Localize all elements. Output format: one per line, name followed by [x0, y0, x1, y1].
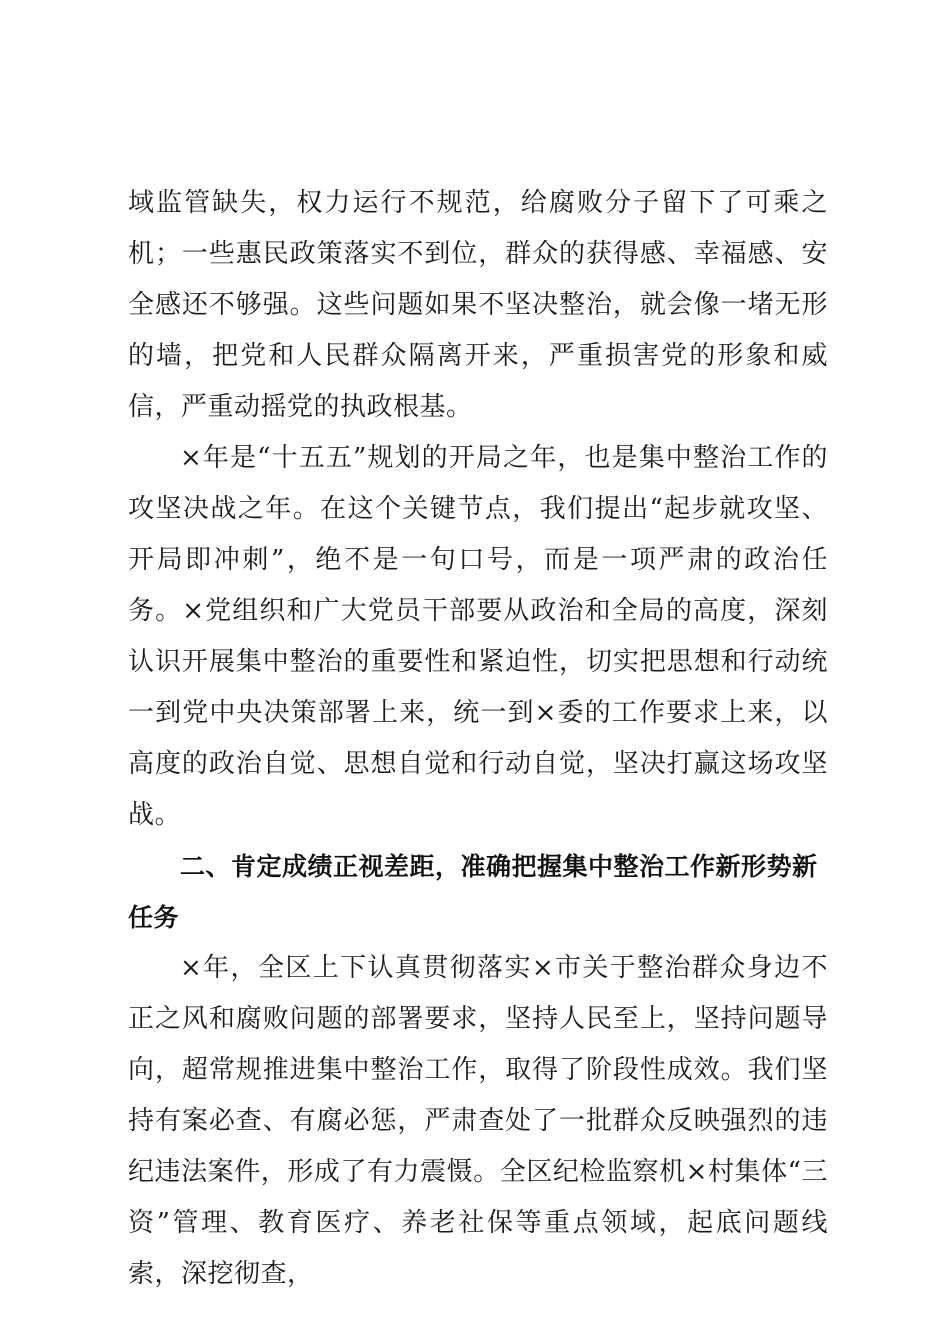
- paragraph-achievements: ×年，全区上下认真贯彻落实×市关于整治群众身边不正之风和腐败问题的部署要求，坚持人民至上，坚持问题导向，超常规推进集中整治工作，取得了阶段性成效。我们坚持有案必查、有腐必惩，严肃查处了一批群众反映强烈的违纪违法案件，形成了有力震慑。全区纪检监察机×村集体“三资”管理、教育医疗、养老社保等重点领域，起底问题线索，深挖彻查，: [128, 953, 828, 1289]
- paragraph-continued: 域监管缺失，权力运行不规范，给腐败分子留下了可乘之机；一些惠民政策落实不到位，群众的获得感、幸福感、安全感还不够强。这些问题如果不坚决整治，就会像一堵无形的墙，把党和人民群众隔离开来，严重损害党的形象和威信，严重动摇党的执政根基。: [128, 188, 828, 422]
- section-heading-two: 二、肯定成绩正视差距，准确把握集中整治工作新形势新任务: [128, 852, 818, 932]
- paragraph-year-plan: ×年是“十五五”规划的开局之年，也是集中整治工作的攻坚决战之年。在这个关键节点，我们提出“起步就攻坚、开局即冲刺”，绝不是一句口号，而是一项严肃的政治任务。×党组织和广大党员干部要从政治和全局的高度，深刻认识开展集中整治的重要性和紧迫性，切实把思想和行动统一到党中央决策部署上来，统一到×委的工作要求上来，以高度的政治自觉、思想自觉和行动自觉，坚决打赢这场攻坚战。: [128, 443, 828, 830]
- document-body: [128, 178, 828, 1300]
